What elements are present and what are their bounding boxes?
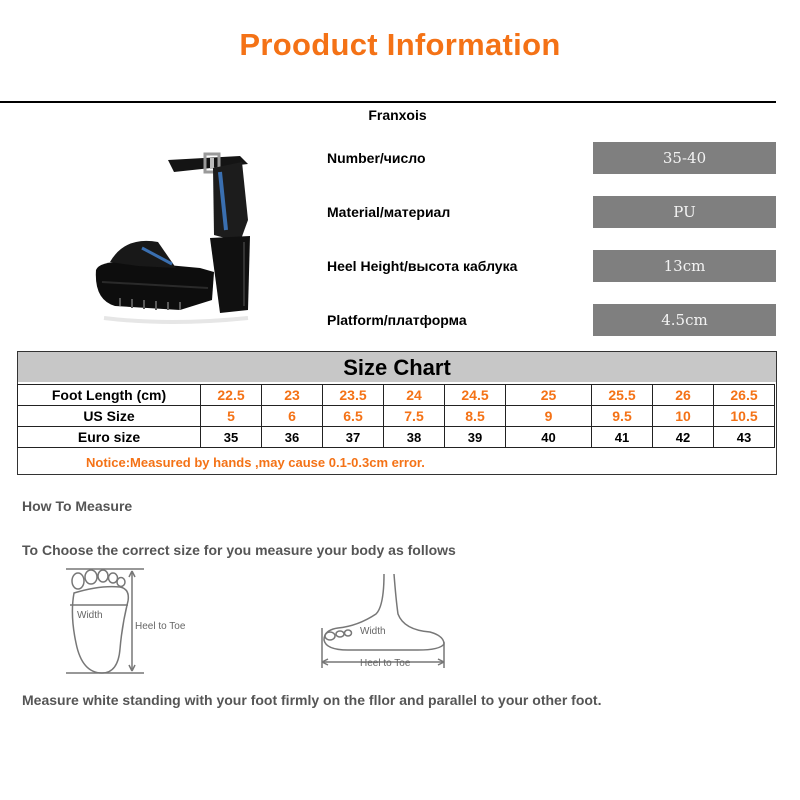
measurement-notice: Notice:Measured by hands ,may cause 0.1-0.3cm error. bbox=[86, 455, 425, 470]
table-cell: 9 bbox=[506, 406, 592, 427]
table-cell: 39 bbox=[445, 427, 506, 448]
spec-label-number: Number/число bbox=[327, 150, 426, 166]
table-cell: 23 bbox=[262, 385, 323, 406]
table-cell: 42 bbox=[653, 427, 714, 448]
table-cell: 36 bbox=[262, 427, 323, 448]
foot-side-outline-icon bbox=[318, 570, 458, 675]
table-cell: 22.5 bbox=[201, 385, 262, 406]
table-row bbox=[18, 427, 775, 448]
table-row bbox=[18, 406, 775, 427]
foot-top-length-label: Heel to Toe bbox=[135, 621, 186, 632]
table-cell: 7.5 bbox=[384, 406, 445, 427]
table-cell: 26.5 bbox=[714, 385, 775, 406]
table-cell: 24.5 bbox=[445, 385, 506, 406]
page-title: Prooduct Information bbox=[239, 27, 561, 62]
table-cell: 38 bbox=[384, 427, 445, 448]
table-cell: 26 bbox=[653, 385, 714, 406]
table-cell: 43 bbox=[714, 427, 775, 448]
table-cell: 25 bbox=[506, 385, 592, 406]
table-cell: 10 bbox=[653, 406, 714, 427]
row-label-us-size: US Size bbox=[18, 406, 201, 427]
table-cell: 41 bbox=[592, 427, 653, 448]
how-to-measure-heading: How To Measure bbox=[22, 498, 133, 514]
foot-side-width-label: Width bbox=[360, 626, 386, 637]
table-cell: 8.5 bbox=[445, 406, 506, 427]
spec-value-platform: 4.5cm bbox=[593, 304, 776, 336]
table-cell: 25.5 bbox=[592, 385, 653, 406]
sandal-product-image bbox=[80, 150, 280, 325]
spec-value-heel-height: 13cm bbox=[593, 250, 776, 282]
table-cell: 35 bbox=[201, 427, 262, 448]
table-cell: 40 bbox=[506, 427, 592, 448]
size-table bbox=[17, 384, 775, 448]
row-label-foot-length: Foot Length (cm) bbox=[18, 385, 201, 406]
spec-label-material: Material/материал bbox=[327, 204, 451, 220]
spec-label-platform: Platform/платформа bbox=[327, 312, 467, 328]
measure-footer-note: Measure white standing with your foot firmly on the fllor and parallel to your other foot. bbox=[22, 692, 602, 708]
foot-side-length-label: Heel to Toe bbox=[360, 658, 411, 669]
brand-name: Franxois bbox=[368, 107, 427, 123]
table-cell: 9.5 bbox=[592, 406, 653, 427]
table-cell: 23.5 bbox=[323, 385, 384, 406]
size-chart-title: Size Chart bbox=[18, 352, 776, 382]
measure-instruction: To Choose the correct size for you measure your body as follows bbox=[22, 542, 456, 558]
table-cell: 6 bbox=[262, 406, 323, 427]
foot-top-outline-icon bbox=[60, 565, 210, 680]
table-cell: 10.5 bbox=[714, 406, 775, 427]
table-row bbox=[18, 385, 775, 406]
table-cell: 24 bbox=[384, 385, 445, 406]
table-cell: 37 bbox=[323, 427, 384, 448]
spec-value-material: PU bbox=[593, 196, 776, 228]
row-label-euro-size: Euro size bbox=[18, 427, 201, 448]
spec-label-heel-height: Heel Height/высота каблука bbox=[327, 258, 518, 274]
table-cell: 6.5 bbox=[323, 406, 384, 427]
table-cell: 5 bbox=[201, 406, 262, 427]
divider bbox=[0, 101, 776, 103]
spec-value-number: 35-40 bbox=[593, 142, 776, 174]
foot-top-width-label: Width bbox=[77, 610, 103, 621]
